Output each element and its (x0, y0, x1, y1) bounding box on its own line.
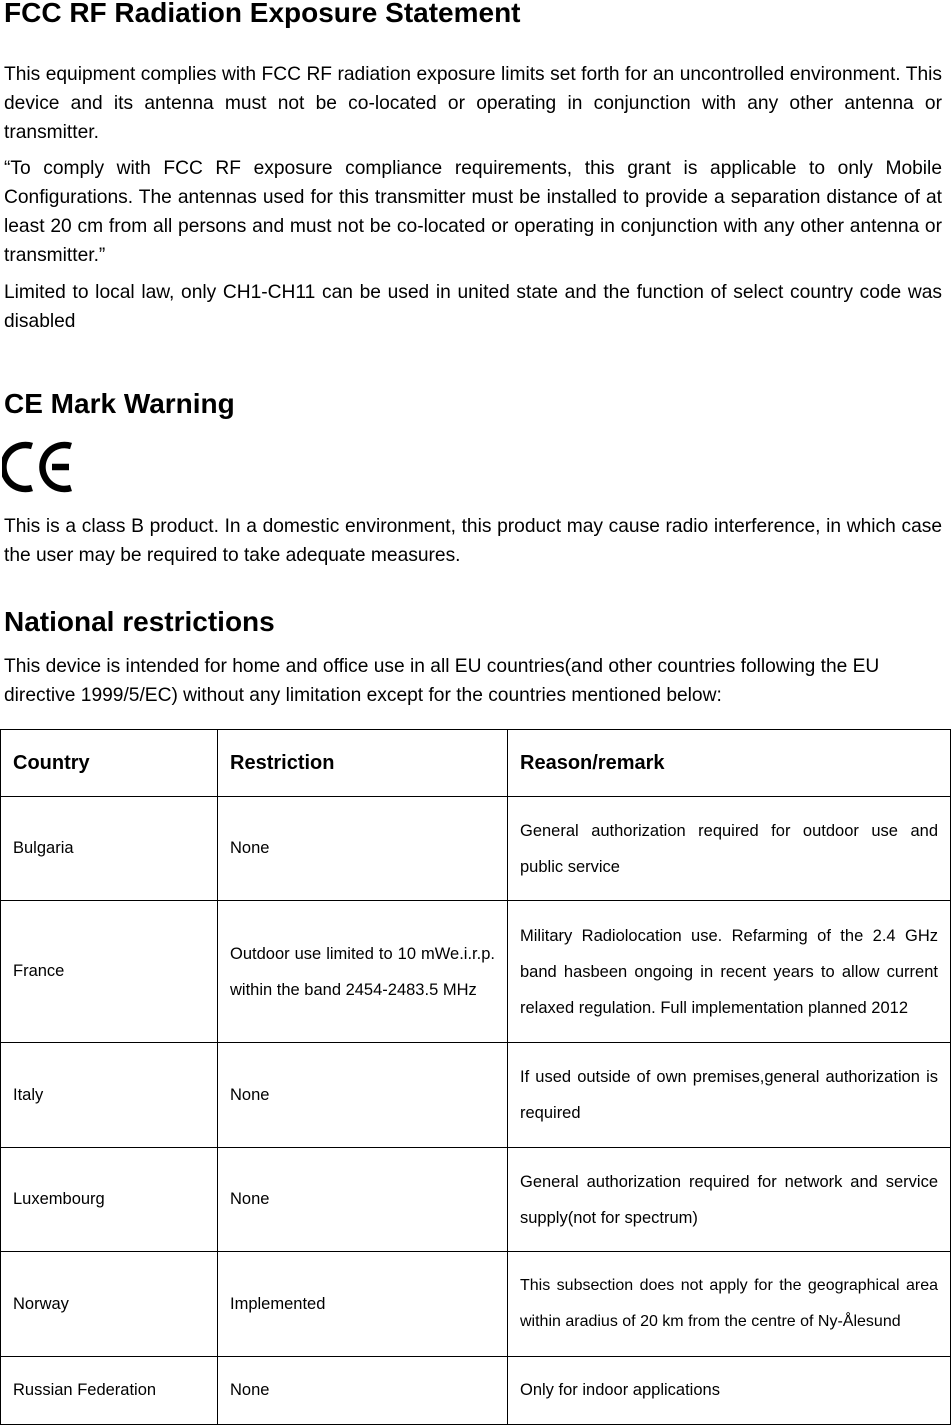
national-title: National restrictions (4, 606, 275, 637)
table-row (1, 901, 951, 1043)
cell-remark: Only for indoor applications (508, 1357, 951, 1425)
cell-country: Bulgaria (1, 797, 218, 901)
cell-remark: General authorization required for outdoor use and public service (520, 821, 938, 876)
cell-restriction: None (218, 1043, 508, 1148)
fcc-paragraph-2: “To comply with FCC RF exposure compliance requirements, this grant is applicable to only Mobile Configurations. The antennas used for this transmitter must be installed to provide a separation distance of at least 20 cm from all persons and must not be co-located or operating in conjunction with any other antenna or transmitter.” (4, 158, 942, 266)
ce-title: CE Mark Warning (4, 388, 235, 419)
cell-remark: This subsection does not apply for the geographical area within aradius of 20 km from the centre of Ny-Ålesund (520, 1277, 938, 1330)
ce-mark-icon (2, 438, 74, 496)
cell-country: Norway (1, 1252, 218, 1357)
table-row (1, 1148, 951, 1252)
fcc-paragraph-3: Limited to local law, only CH1-CH11 can be used in united state and the function of select country code was disabled (4, 282, 942, 332)
national-paragraph: This device is intended for home and office use in all EU countries(and other countries following the EU directive 1999/5/EC) without any limitation except for the countries mentioned below: (4, 656, 880, 706)
cell-restriction: Outdoor use limited to 10 mWe.i.r.p. within the band 2454-2483.5 MHz (230, 944, 495, 999)
fcc-paragraph-1: This equipment complies with FCC RF radiation exposure limits set forth for an uncontrolled environment. This device and its antenna must not be co-located or operating in conjunction with any other antenna or transmitter. (4, 64, 942, 143)
table-row (1, 1252, 951, 1357)
fcc-title: FCC RF Radiation Exposure Statement (4, 0, 521, 28)
header-country: Country (1, 730, 218, 797)
cell-restriction: None (218, 1357, 508, 1425)
ce-paragraph: This is a class B product. In a domestic environment, this product may cause radio interference, in which case the user may be required to take adequate measures. (4, 516, 942, 566)
cell-remark: Military Radiolocation use. Refarming of the 2.4 GHz band hasbeen ongoing in recent years to allow current relaxed regulation. Full implementation planned 2012 (520, 926, 938, 1017)
cell-restriction: Implemented (218, 1252, 508, 1357)
cell-remark: General authorization required for network and service supply(not for spectrum) (520, 1172, 938, 1227)
table-header-row (1, 730, 951, 797)
cell-restriction: None (218, 1148, 508, 1252)
cell-country: Luxembourg (1, 1148, 218, 1252)
cell-country: France (1, 901, 218, 1043)
header-restriction: Restriction (218, 730, 508, 797)
cell-restriction: None (218, 797, 508, 901)
table-row (1, 797, 951, 901)
restrictions-table (0, 729, 951, 1425)
cell-country: Italy (1, 1043, 218, 1148)
cell-country: Russian Federation (1, 1357, 218, 1425)
table-row (1, 1357, 951, 1425)
cell-remark: If used outside of own premises,general authorization is required (520, 1068, 938, 1122)
header-remark: Reason/remark (508, 730, 951, 797)
table-row (1, 1043, 951, 1148)
